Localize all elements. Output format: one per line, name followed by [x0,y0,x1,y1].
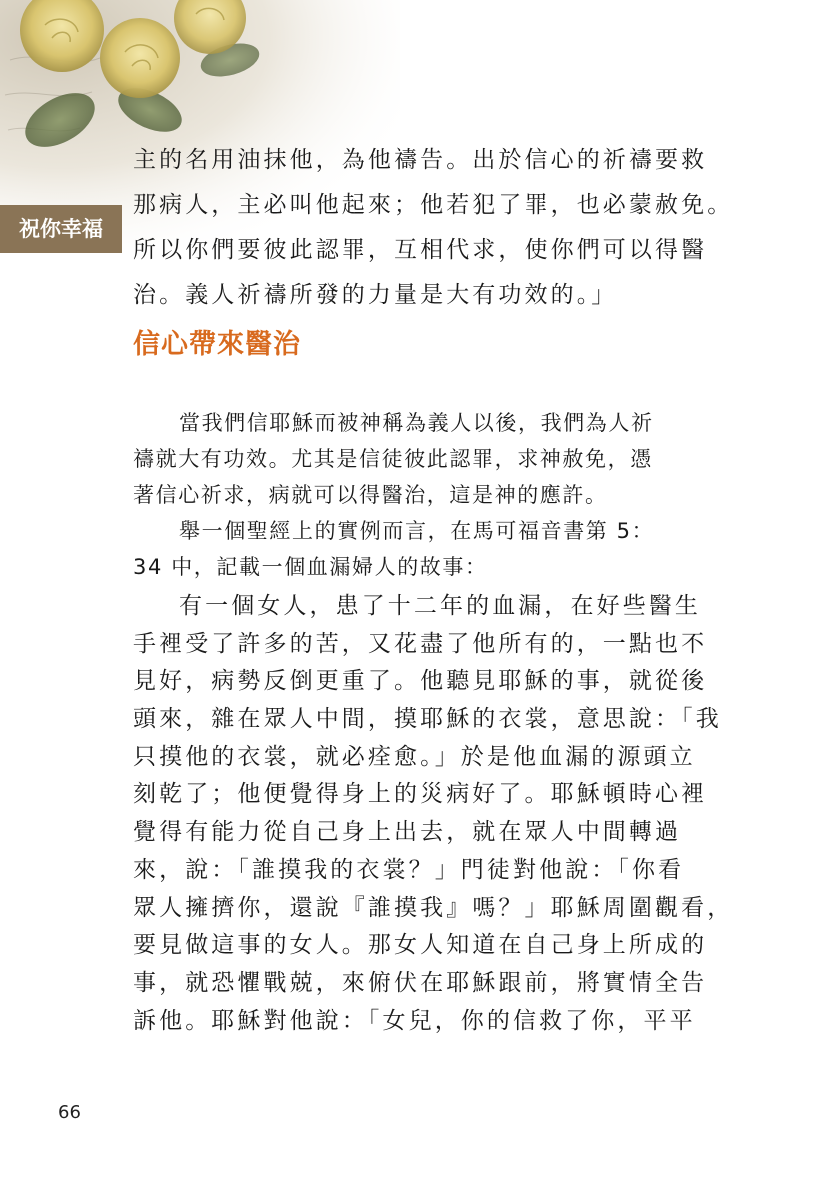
verse-block [133,138,734,318]
quote-line: 見好，病勢反倒更重了。他聽見耶穌的事，就從後 [133,668,708,695]
body-paragraphs [133,405,713,585]
body-line: 著信心祈求，病就可以得醫治，這是神的應許。 [133,483,608,507]
page-number: 66 [58,1102,81,1123]
quote-line: 只摸他的衣裳，就必痊愈。」於是他血漏的源頭立 [133,743,696,770]
section-tab: 祝你幸福 [0,205,122,253]
quote-line: 頭來，雜在眾人中間，摸耶穌的衣裳，意思說：「我 [133,706,722,733]
quote-line: 來，說：「誰摸我的衣裳？」門徒對他說：「你看 [133,856,685,883]
quote-line: 眾人擁擠你，還說『誰摸我』嗎？」耶穌周圍觀看， [133,894,734,921]
quote-line: 手裡受了許多的苦，又花盡了他所有的，一點也不 [133,630,708,657]
quote-line: 覺得有能力從自己身上出去，就在眾人中間轉過 [133,819,682,846]
body-line: 舉一個聖經上的實例而言，在馬可福音書第 5： [179,519,655,543]
quote-line: 有一個女人，患了十二年的血漏，在好些醫生 [179,593,701,619]
verse-line: 那病人，主必叫他起來；他若犯了罪，也必蒙赦免。 [133,192,734,218]
section-heading: 信心帶來醫治 [133,329,301,360]
verse-line: 治。義人祈禱所發的力量是大有功效的。」 [133,282,618,308]
verse-line: 所以你們要彼此認罪，互相代求，使你們可以得醫 [133,237,708,263]
quote-line: 要見做這事的女人。那女人知道在自己身上所成的 [133,932,708,959]
quote-line: 刻乾了；他便覺得身上的災病好了。耶穌頓時心裡 [133,781,708,808]
body-line: 當我們信耶穌而被神稱為義人以後，我們為人祈 [179,411,654,435]
body-line: 禱就大有功效。尤其是信徒彼此認罪，求神赦免，憑 [133,447,653,471]
quote-line: 訴他。耶穌對他說：「女兒，你的信救了你，平平 [133,1007,696,1034]
verse-line: 主的名用油抹他，為他禱告。出於信心的祈禱要救 [133,147,708,173]
body-line: 34 中，記載一個血漏婦人的故事： [133,555,488,579]
scripture-quote [133,588,734,1040]
quote-line: 事，就恐懼戰兢，來俯伏在耶穌跟前，將實情全告 [133,969,708,996]
